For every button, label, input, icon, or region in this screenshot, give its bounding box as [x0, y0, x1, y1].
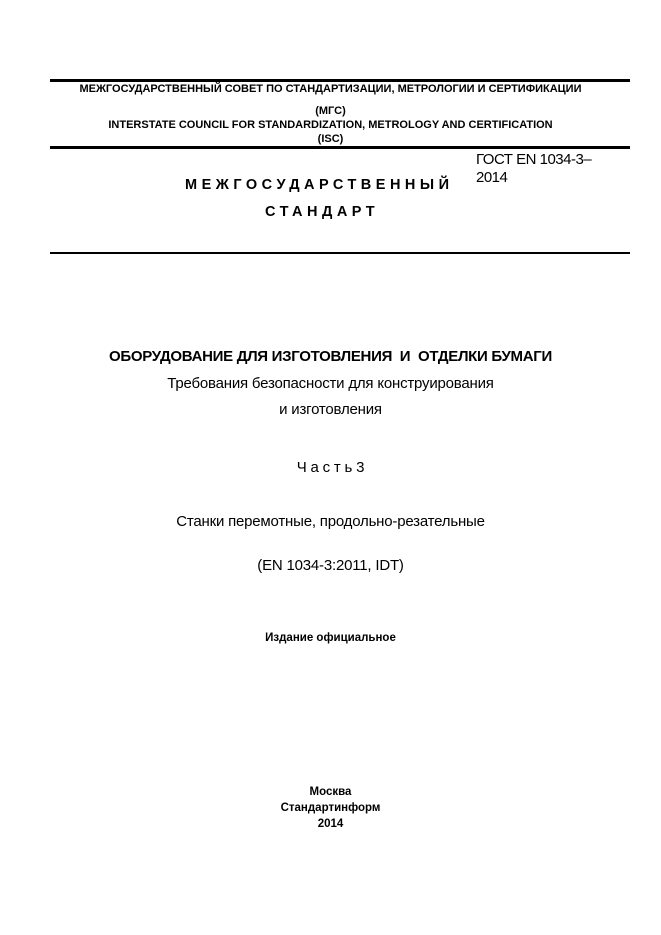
imprint-city: Москва: [309, 786, 352, 798]
standard-type-line2: СТАНДАРТ: [265, 204, 380, 220]
document-subtitle-line1: Требования безопасности для конструирования: [167, 375, 494, 392]
standard-type-line1: МЕЖГОСУДАРСТВЕННЫЙ: [185, 177, 454, 193]
council-name-en: INTERSTATE COUNCIL FOR STANDARDIZATION, METROLOGY AND CERTIFICATION: [108, 119, 553, 131]
standard-code: [476, 151, 591, 187]
document-subtitle-line2: и изготовления: [279, 401, 382, 418]
standard-bottom-rule: [50, 252, 630, 254]
header-bottom-rule: [50, 146, 630, 149]
edition-note: Издание официальное: [265, 632, 396, 644]
part-title: Станки перемотные, продольно-резательные: [176, 513, 485, 530]
document-title: ОБОРУДОВАНИЕ ДЛЯ ИЗГОТОВЛЕНИЯ И ОТДЕЛКИ БУМАГИ: [109, 348, 552, 365]
council-abbr-ru: (МГС): [315, 105, 346, 117]
imprint-year: 2014: [317, 818, 344, 830]
reference-standard: (EN 1034-3:2011, IDT): [257, 557, 404, 574]
standard-code-line2: 2014: [476, 169, 508, 186]
imprint-publisher: Стандартинформ: [280, 802, 381, 814]
council-name-ru: МЕЖГОСУДАРСТВЕННЫЙ СОВЕТ ПО СТАНДАРТИЗАЦИИ, МЕТРОЛОГИИ И СЕРТИФИКАЦИИ: [79, 83, 582, 95]
council-abbr-en: (ISC): [317, 133, 344, 145]
standard-code-line1: ГОСТ EN 1034-3–: [476, 151, 592, 168]
part-number: Ч а с т ь 3: [296, 459, 365, 476]
